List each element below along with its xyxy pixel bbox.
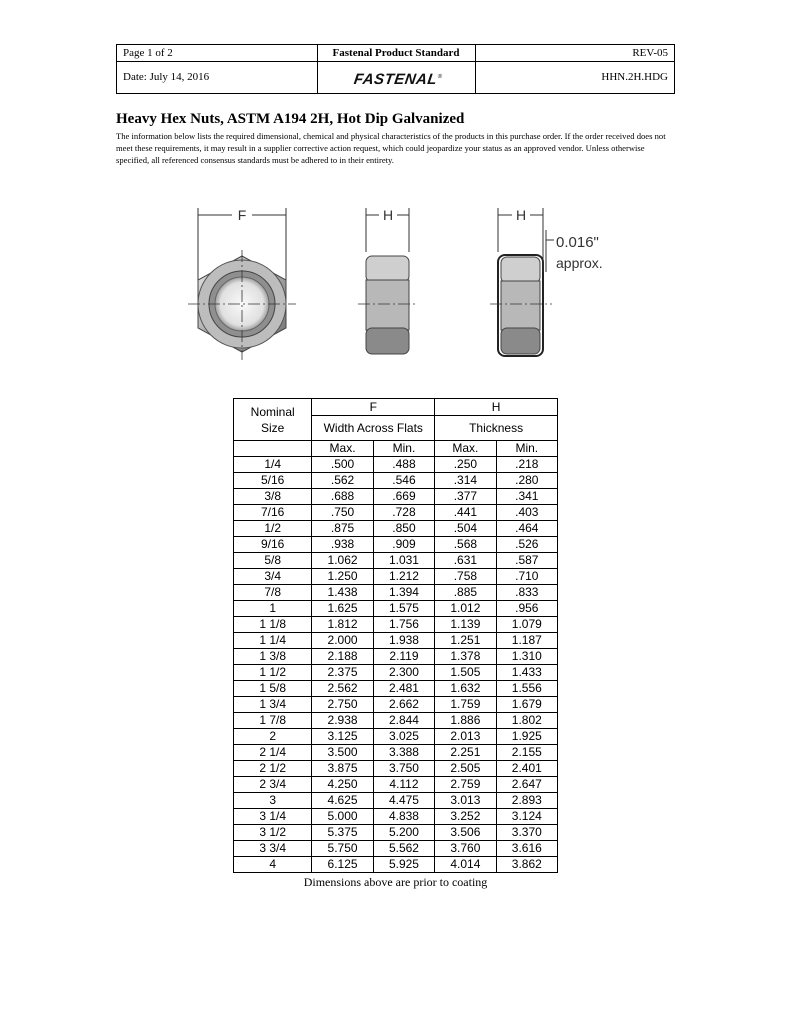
nominal-size-cell: 2 1/4 <box>234 745 312 761</box>
table-row <box>234 697 558 713</box>
table-row <box>234 681 558 697</box>
table-row <box>234 553 558 569</box>
h-min-cell: 1.925 <box>496 729 557 745</box>
f-max-cell: 1.812 <box>312 617 373 633</box>
h-max-cell: .631 <box>435 553 496 569</box>
f-min-cell: 5.200 <box>373 825 434 841</box>
thickness-header: Thickness <box>435 416 558 441</box>
h-min-cell: 1.679 <box>496 697 557 713</box>
h-max-cell: 1.378 <box>435 649 496 665</box>
f-max-cell: 2.938 <box>312 713 373 729</box>
h-max-cell: 4.014 <box>435 857 496 873</box>
f-max-cell: 5.000 <box>312 809 373 825</box>
table-row <box>234 569 558 585</box>
h-min-cell: .464 <box>496 521 557 537</box>
h-max-header: Max. <box>435 441 496 457</box>
f-min-cell: 4.838 <box>373 809 434 825</box>
nominal-size-cell: 3 1/4 <box>234 809 312 825</box>
h-max-cell: 3.760 <box>435 841 496 857</box>
table-row <box>234 505 558 521</box>
h-min-cell: 2.893 <box>496 793 557 809</box>
h-max-cell: .314 <box>435 473 496 489</box>
f-min-cell: 2.300 <box>373 665 434 681</box>
f-min-header: Min. <box>373 441 434 457</box>
f-min-cell: 4.475 <box>373 793 434 809</box>
f-max-cell: 1.062 <box>312 553 373 569</box>
f-min-cell: 2.481 <box>373 681 434 697</box>
table-row <box>234 713 558 729</box>
f-min-cell: 3.388 <box>373 745 434 761</box>
nominal-size-cell: 3 3/4 <box>234 841 312 857</box>
h-max-cell: 1.759 <box>435 697 496 713</box>
table-row <box>234 457 558 473</box>
f-max-cell: 6.125 <box>312 857 373 873</box>
nominal-size-cell: 4 <box>234 857 312 873</box>
nominal-size-cell: 7/16 <box>234 505 312 521</box>
f-min-cell: .488 <box>373 457 434 473</box>
f-max-header: Max. <box>312 441 373 457</box>
h-max-cell: 1.886 <box>435 713 496 729</box>
h-min-cell: .833 <box>496 585 557 601</box>
h-max-cell: .441 <box>435 505 496 521</box>
h-min-cell: .587 <box>496 553 557 569</box>
f-max-cell: 4.625 <box>312 793 373 809</box>
coating-thickness-value: 0.016" <box>556 234 599 251</box>
f-max-cell: 4.250 <box>312 777 373 793</box>
f-min-cell: 1.938 <box>373 633 434 649</box>
f-min-cell: 1.756 <box>373 617 434 633</box>
nominal-size-cell: 3 1/2 <box>234 825 312 841</box>
table-row <box>234 537 558 553</box>
fastenal-logo: FASTENAL® <box>352 71 443 88</box>
dimensions-table <box>233 398 558 873</box>
h-min-cell: 3.616 <box>496 841 557 857</box>
nominal-size-cell: 1 1/4 <box>234 633 312 649</box>
nominal-size-cell: 2 1/2 <box>234 761 312 777</box>
h-max-cell: .758 <box>435 569 496 585</box>
f-min-cell: 3.025 <box>373 729 434 745</box>
h-min-cell: 1.310 <box>496 649 557 665</box>
h-min-cell: 1.802 <box>496 713 557 729</box>
h-max-cell: 3.252 <box>435 809 496 825</box>
coating-approx-note: approx. <box>556 255 603 271</box>
h-min-cell: 2.401 <box>496 761 557 777</box>
f-max-cell: 1.250 <box>312 569 373 585</box>
f-max-cell: .875 <box>312 521 373 537</box>
date-label: Date: July 14, 2016 <box>123 71 210 83</box>
intro-paragraph: The information below lists the required dimensional, chemical and physical characteristics of the products in this purchase order. If the order received does not meet these requirements, it may result in a supplier corrective action request, which could jeopardize your status as an approved vendor. Unless otherwise specified, all referenced consensus standards must be adhered to in their entirety. <box>116 131 666 165</box>
h-max-cell: 3.013 <box>435 793 496 809</box>
nominal-size-cell: 7/8 <box>234 585 312 601</box>
f-max-cell: 1.625 <box>312 601 373 617</box>
h-min-cell: .710 <box>496 569 557 585</box>
nominal-size-cell: 1 3/8 <box>234 649 312 665</box>
nominal-size-cell: 1 1/2 <box>234 665 312 681</box>
nut-drawings <box>180 200 620 375</box>
f-min-cell: 1.031 <box>373 553 434 569</box>
table-row <box>234 617 558 633</box>
table-row <box>234 729 558 745</box>
h-header: H <box>435 399 558 416</box>
h-dimension-label: H <box>382 207 394 223</box>
f-min-cell: 2.662 <box>373 697 434 713</box>
f-max-cell: 2.188 <box>312 649 373 665</box>
standard-label: Fastenal Product Standard <box>332 47 460 59</box>
h-dimension-label-coated: H <box>515 207 527 223</box>
h-max-cell: 1.632 <box>435 681 496 697</box>
h-min-cell: .526 <box>496 537 557 553</box>
h-min-cell: .341 <box>496 489 557 505</box>
f-min-cell: 5.925 <box>373 857 434 873</box>
f-min-cell: 4.112 <box>373 777 434 793</box>
h-max-cell: 2.251 <box>435 745 496 761</box>
h-min-cell: 2.647 <box>496 777 557 793</box>
nominal-size-cell: 1 3/4 <box>234 697 312 713</box>
h-min-cell: 1.079 <box>496 617 557 633</box>
table-row <box>234 649 558 665</box>
f-min-cell: .669 <box>373 489 434 505</box>
document-header <box>116 44 675 94</box>
nominal-size-cell: 1/4 <box>234 457 312 473</box>
f-max-cell: 2.000 <box>312 633 373 649</box>
table-row <box>234 825 558 841</box>
blank-header-cell <box>234 441 312 457</box>
nominal-size-cell: 1 <box>234 601 312 617</box>
table-row <box>234 745 558 761</box>
f-max-cell: 3.875 <box>312 761 373 777</box>
nominal-size-cell: 1/2 <box>234 521 312 537</box>
table-row <box>234 793 558 809</box>
f-min-cell: .850 <box>373 521 434 537</box>
f-min-cell: .909 <box>373 537 434 553</box>
h-min-cell: 1.187 <box>496 633 557 649</box>
nominal-size-cell: 1 1/8 <box>234 617 312 633</box>
h-min-cell: 3.862 <box>496 857 557 873</box>
h-min-header: Min. <box>496 441 557 457</box>
f-min-cell: .546 <box>373 473 434 489</box>
nominal-size-cell: 3 <box>234 793 312 809</box>
coating-note: Dimensions above are prior to coating <box>303 875 488 889</box>
h-min-cell: 1.433 <box>496 665 557 681</box>
h-max-cell: 3.506 <box>435 825 496 841</box>
h-min-cell: .403 <box>496 505 557 521</box>
f-max-cell: 2.750 <box>312 697 373 713</box>
table-row <box>234 841 558 857</box>
h-max-cell: 1.251 <box>435 633 496 649</box>
h-min-cell: 2.155 <box>496 745 557 761</box>
h-max-cell: .504 <box>435 521 496 537</box>
table-row <box>234 761 558 777</box>
f-min-cell: 1.394 <box>373 585 434 601</box>
h-max-cell: .885 <box>435 585 496 601</box>
h-max-cell: 1.139 <box>435 617 496 633</box>
h-min-cell: .280 <box>496 473 557 489</box>
nominal-size-cell: 5/8 <box>234 553 312 569</box>
h-max-cell: 2.505 <box>435 761 496 777</box>
f-max-cell: .562 <box>312 473 373 489</box>
hex-front-view <box>188 207 296 360</box>
f-max-cell: .750 <box>312 505 373 521</box>
f-dimension-label: F <box>237 207 247 223</box>
h-min-cell: 1.556 <box>496 681 557 697</box>
nominal-size-cell: 2 <box>234 729 312 745</box>
f-min-cell: 2.119 <box>373 649 434 665</box>
doc-code: HHN.2H.HDG <box>601 71 668 83</box>
f-max-cell: 2.375 <box>312 665 373 681</box>
f-max-cell: 5.375 <box>312 825 373 841</box>
f-header: F <box>312 399 435 416</box>
h-max-cell: 2.759 <box>435 777 496 793</box>
f-min-cell: .728 <box>373 505 434 521</box>
nominal-size-cell: 3/4 <box>234 569 312 585</box>
table-row <box>234 857 558 873</box>
table-row <box>234 633 558 649</box>
table-row <box>234 521 558 537</box>
nominal-size-header: Nominal Size <box>234 399 312 441</box>
f-max-cell: 3.125 <box>312 729 373 745</box>
h-max-cell: 1.505 <box>435 665 496 681</box>
nominal-size-cell: 9/16 <box>234 537 312 553</box>
f-max-cell: .500 <box>312 457 373 473</box>
h-max-cell: .377 <box>435 489 496 505</box>
h-max-cell: 2.013 <box>435 729 496 745</box>
nominal-size-cell: 2 3/4 <box>234 777 312 793</box>
h-max-cell: .568 <box>435 537 496 553</box>
table-row <box>234 585 558 601</box>
nominal-size-cell: 1 5/8 <box>234 681 312 697</box>
h-min-cell: .218 <box>496 457 557 473</box>
revision-label: REV-05 <box>632 47 668 59</box>
nominal-size-cell: 1 7/8 <box>234 713 312 729</box>
f-min-cell: 2.844 <box>373 713 434 729</box>
f-max-cell: 5.750 <box>312 841 373 857</box>
width-across-flats-header: Width Across Flats <box>312 416 435 441</box>
f-max-cell: 1.438 <box>312 585 373 601</box>
f-max-cell: 2.562 <box>312 681 373 697</box>
f-min-cell: 5.562 <box>373 841 434 857</box>
table-row <box>234 473 558 489</box>
h-max-cell: 1.012 <box>435 601 496 617</box>
table-row <box>234 601 558 617</box>
h-max-cell: .250 <box>435 457 496 473</box>
f-max-cell: .688 <box>312 489 373 505</box>
table-row <box>234 777 558 793</box>
table-row <box>234 489 558 505</box>
f-max-cell: 3.500 <box>312 745 373 761</box>
page-number: Page 1 of 2 <box>123 47 173 59</box>
table-row <box>234 665 558 681</box>
page-title: Heavy Hex Nuts, ASTM A194 2H, Hot Dip Galvanized <box>116 111 465 127</box>
f-max-cell: .938 <box>312 537 373 553</box>
nominal-size-cell: 3/8 <box>234 489 312 505</box>
table-row <box>234 809 558 825</box>
f-min-cell: 3.750 <box>373 761 434 777</box>
f-min-cell: 1.212 <box>373 569 434 585</box>
coated-side-view <box>490 207 603 356</box>
hex-side-view <box>358 207 417 354</box>
h-min-cell: 3.124 <box>496 809 557 825</box>
h-min-cell: 3.370 <box>496 825 557 841</box>
f-min-cell: 1.575 <box>373 601 434 617</box>
nominal-size-cell: 5/16 <box>234 473 312 489</box>
h-min-cell: .956 <box>496 601 557 617</box>
